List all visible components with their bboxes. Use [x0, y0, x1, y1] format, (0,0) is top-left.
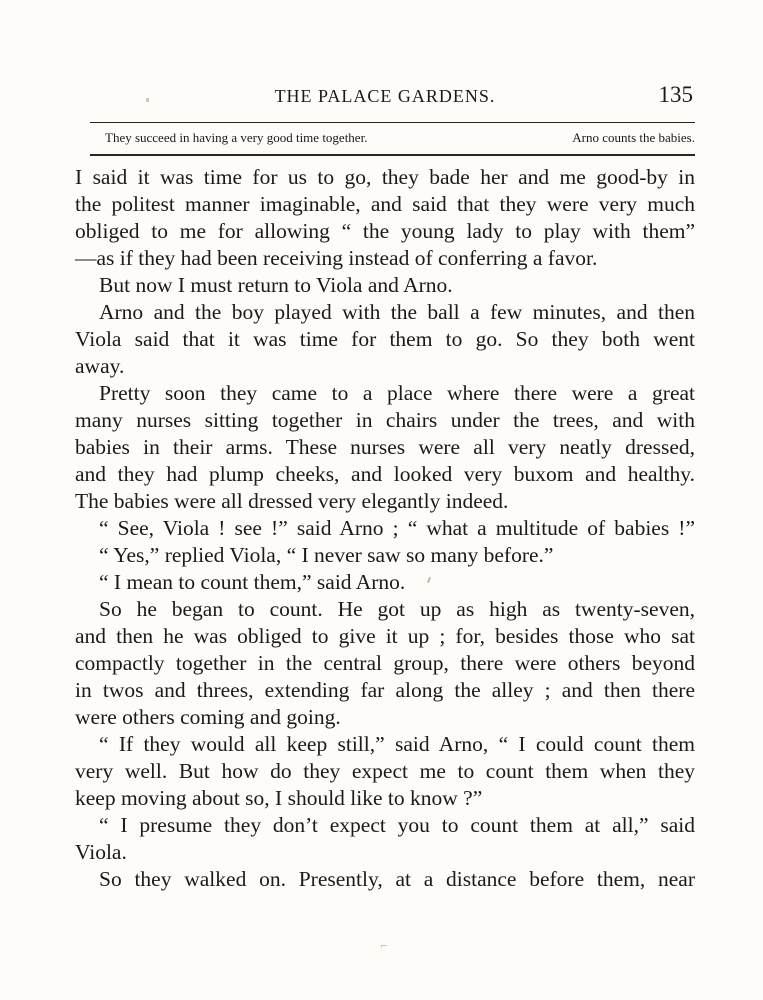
body-text: [75, 164, 695, 893]
header-rule-top: [90, 122, 695, 123]
text-line: —as if they had been receiving instead of conferring a favor.: [75, 246, 598, 270]
text-line: “ I presume they don’t expect you to count them at all,” said: [99, 813, 695, 837]
running-head: [75, 82, 695, 112]
paper-speck: ⌐: [380, 942, 388, 952]
text-line: Viola.: [75, 840, 127, 864]
text-line: “ If they would all keep still,” said Arno, “ I could count them: [99, 732, 695, 756]
text-line: and they had plump cheeks, and looked very buxom and healthy.: [75, 462, 695, 486]
text-line: I said it was time for us to go, they bade her and me good-by in: [75, 165, 695, 189]
text-line: and then he was obliged to give it up ; for, besides those who sat: [75, 624, 695, 648]
text-line: So they walked on. Presently, at a distance before them, near: [99, 867, 695, 891]
text-line: very well. But how do they expect me to count them when they: [75, 759, 695, 783]
shoulder-note-right: Arno counts the babies.: [572, 130, 695, 145]
text-line: babies in their arms. These nurses were all very neatly dressed,: [75, 435, 695, 459]
text-line: “ I mean to count them,” said Arno.: [99, 570, 406, 594]
paper-speck: [146, 98, 149, 102]
text-line: compactly together in the central group, there were others beyond: [75, 651, 695, 675]
text-line: But now I must return to Viola and Arno.: [99, 273, 453, 297]
text-line: were others coming and going.: [75, 705, 341, 729]
running-title: THE PALACE GARDENS.: [274, 86, 496, 106]
text-line: Pretty soon they came to a place where there were a great: [99, 381, 695, 405]
text-line: “ Yes,” replied Viola, “ I never saw so many before.”: [99, 543, 554, 567]
text-line: “ See, Viola ! see !” said Arno ; “ what a multitude of babies !”: [99, 516, 695, 540]
text-line: Arno and the boy played with the ball a few minutes, and then: [99, 300, 695, 324]
text-line: many nurses sitting together in chairs under the trees, and with: [75, 408, 695, 432]
shoulder-note-left: They succeed in having a very good time together.: [105, 130, 368, 145]
text-line: in twos and threes, extending far along the alley ; and then there: [75, 678, 695, 702]
header-rule-bottom: [90, 154, 695, 156]
text-line: obliged to me for allowing “ the young lady to play with them”: [75, 219, 695, 243]
text-line: away.: [75, 354, 125, 378]
page-number: 135: [658, 82, 693, 107]
text-line: The babies were all dressed very elegantly indeed.: [75, 489, 509, 513]
text-line: the politest manner imaginable, and said that they were very much: [75, 192, 695, 216]
text-line: So he began to count. He got up as high as twenty-seven,: [99, 597, 695, 621]
text-line: keep moving about so, I should like to know ?”: [75, 786, 483, 810]
text-line: Viola said that it was time for them to go. So they both went: [75, 327, 695, 351]
